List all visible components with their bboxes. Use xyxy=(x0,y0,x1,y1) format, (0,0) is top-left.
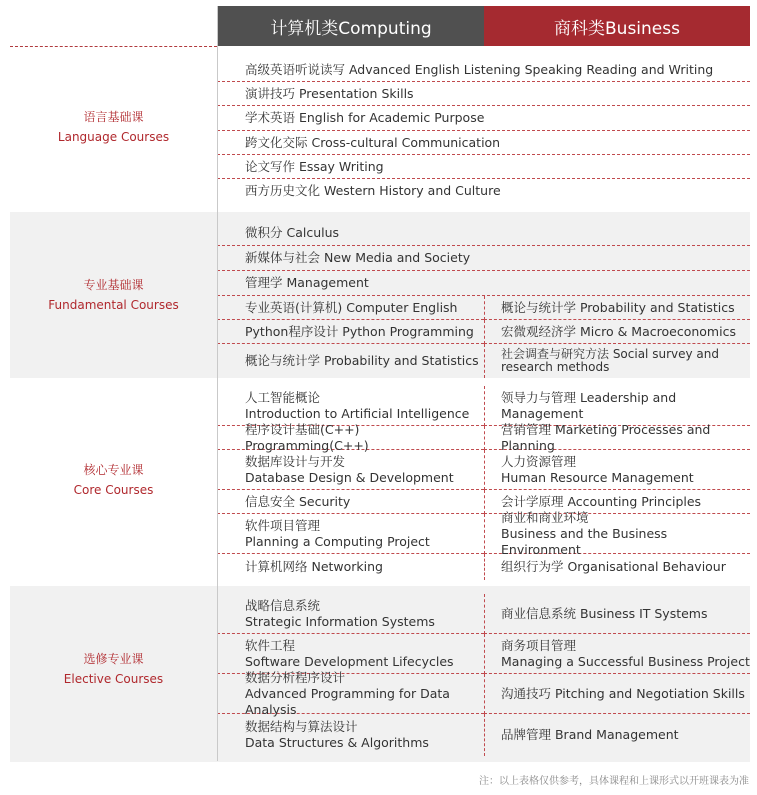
course-text: 人力资源管理 Human Resource Management xyxy=(501,453,694,485)
course-text: 微积分 Calculus xyxy=(245,225,340,240)
label-en: Language Courses xyxy=(57,130,170,144)
course-row xyxy=(217,82,750,106)
computing-course-row xyxy=(217,634,484,674)
course-text: 跨文化交际 Cross-cultural Communication xyxy=(245,134,501,150)
business-course-row xyxy=(484,594,750,634)
business-course-row xyxy=(484,674,750,714)
label-zh: 专业基础课 xyxy=(83,278,144,292)
course-text: 人工智能概论 Introduction to Artificial Intelligence xyxy=(245,389,470,421)
course-text: 新媒体与社会 New Media and Society xyxy=(245,250,471,265)
business-course-row xyxy=(484,450,750,490)
label-zh: 核心专业课 xyxy=(83,463,144,477)
course-row xyxy=(217,271,750,296)
computing-column-header: 计算机类Computing xyxy=(218,6,484,46)
label-en: Elective Courses xyxy=(63,672,164,686)
course-text: 数据库设计与开发 Database Design & Development xyxy=(245,453,454,485)
label-en: Fundamental Courses xyxy=(48,298,179,312)
computing-course-row xyxy=(217,296,484,320)
course-row xyxy=(217,106,750,131)
course-text: 组织行为学 Organisational Behaviour xyxy=(501,559,726,574)
course-text: 商务项目管理 Managing a Successful Business Project xyxy=(501,637,750,669)
course-text: 营销管理 Marketing Processes and Planning xyxy=(501,421,711,453)
business-course-row xyxy=(484,386,750,426)
business-course-row xyxy=(484,421,750,453)
computing-course-row xyxy=(217,421,484,453)
course-text: 沟通技巧 Pitching and Negotiation Skills xyxy=(501,685,745,701)
label-en: Core Courses xyxy=(73,483,154,497)
course-text: 软件项目管理 Planning a Computing Project xyxy=(245,517,430,549)
course-text: 专业英语(计算机) Computer English xyxy=(245,299,458,315)
course-text: 演讲技巧 Presentation Skills xyxy=(245,85,414,101)
course-text: 数据结构与算法设计 Data Structures & Algorithms xyxy=(245,719,429,750)
computing-course-row xyxy=(217,514,484,554)
business-column-header: 商科类Business xyxy=(484,6,750,46)
course-row xyxy=(217,131,750,155)
business-course-row xyxy=(484,634,750,674)
course-text: 领导力与管理 Leadership and Management xyxy=(501,389,677,421)
course-text: 战略信息系统 Strategic Information Systems xyxy=(245,597,435,629)
course-text: 程序设计基础(C++) Programming(C++) xyxy=(245,421,369,453)
footnote: 注：以上表格仅供参考，具体课程和上课形式以开班课表为准 xyxy=(479,776,749,787)
fundamental-section-label xyxy=(10,275,217,315)
computing-course-row xyxy=(217,386,484,426)
business-course-row xyxy=(484,509,750,557)
course-text: 概论与统计学 Probability and Statistics xyxy=(245,353,479,368)
elective-section-label xyxy=(10,649,217,689)
course-text: 品牌管理 Brand Management xyxy=(501,727,679,742)
computing-course-row xyxy=(217,320,484,344)
course-text: 宏微观经济学 Micro & Macroeconomics xyxy=(501,323,736,339)
course-text: 社会调查与研究方法 Social survey and research methods xyxy=(501,347,719,374)
course-row xyxy=(217,155,750,179)
business-course-row xyxy=(484,344,750,378)
course-text: 西方历史文化 Western History and Culture xyxy=(245,183,501,198)
computing-course-row xyxy=(217,669,484,717)
business-course-row xyxy=(484,296,750,320)
computing-course-row xyxy=(217,714,484,756)
computing-course-row xyxy=(217,344,484,378)
course-text: 学术英语 English for Academic Purpose xyxy=(245,110,485,125)
course-text: 概论与统计学 Probability and Statistics xyxy=(501,299,735,315)
computing-course-row xyxy=(217,450,484,490)
business-course-row xyxy=(484,554,750,580)
business-course-row xyxy=(484,714,750,756)
column-divider xyxy=(217,6,218,761)
computing-course-row xyxy=(217,594,484,634)
course-row xyxy=(217,179,750,203)
language-section-label xyxy=(10,107,217,147)
course-text: 商业和商业环境 Business and the Business Environment xyxy=(501,509,668,557)
course-text: 数据分析程序设计 Advanced Programming for Data Analysis xyxy=(245,669,450,717)
course-row xyxy=(217,59,750,82)
course-text: 高级英语听说读写 Advanced English Listening Speaking Reading and Writing xyxy=(245,62,714,77)
course-text: 商业信息系统 Business IT Systems xyxy=(501,605,708,621)
course-text: 会计学原理 Accounting Principles xyxy=(501,493,702,509)
course-text: 论文写作 Essay Writing xyxy=(245,158,384,174)
course-text: 管理学 Management xyxy=(245,275,369,290)
core-section-label xyxy=(10,460,217,500)
computing-course-row xyxy=(217,554,484,580)
course-text: Python程序设计 Python Programming xyxy=(245,323,474,339)
course-row xyxy=(217,221,750,246)
label-zh: 语言基础课 xyxy=(83,110,144,124)
computing-course-row xyxy=(217,490,484,514)
business-course-row xyxy=(484,320,750,344)
course-text: 计算机网络 Networking xyxy=(245,559,383,574)
course-text: 信息安全 Security xyxy=(245,493,351,509)
label-zh: 选修专业课 xyxy=(83,652,144,666)
course-text: 软件工程 Software Development Lifecycles xyxy=(245,637,454,669)
course-row xyxy=(217,246,750,271)
